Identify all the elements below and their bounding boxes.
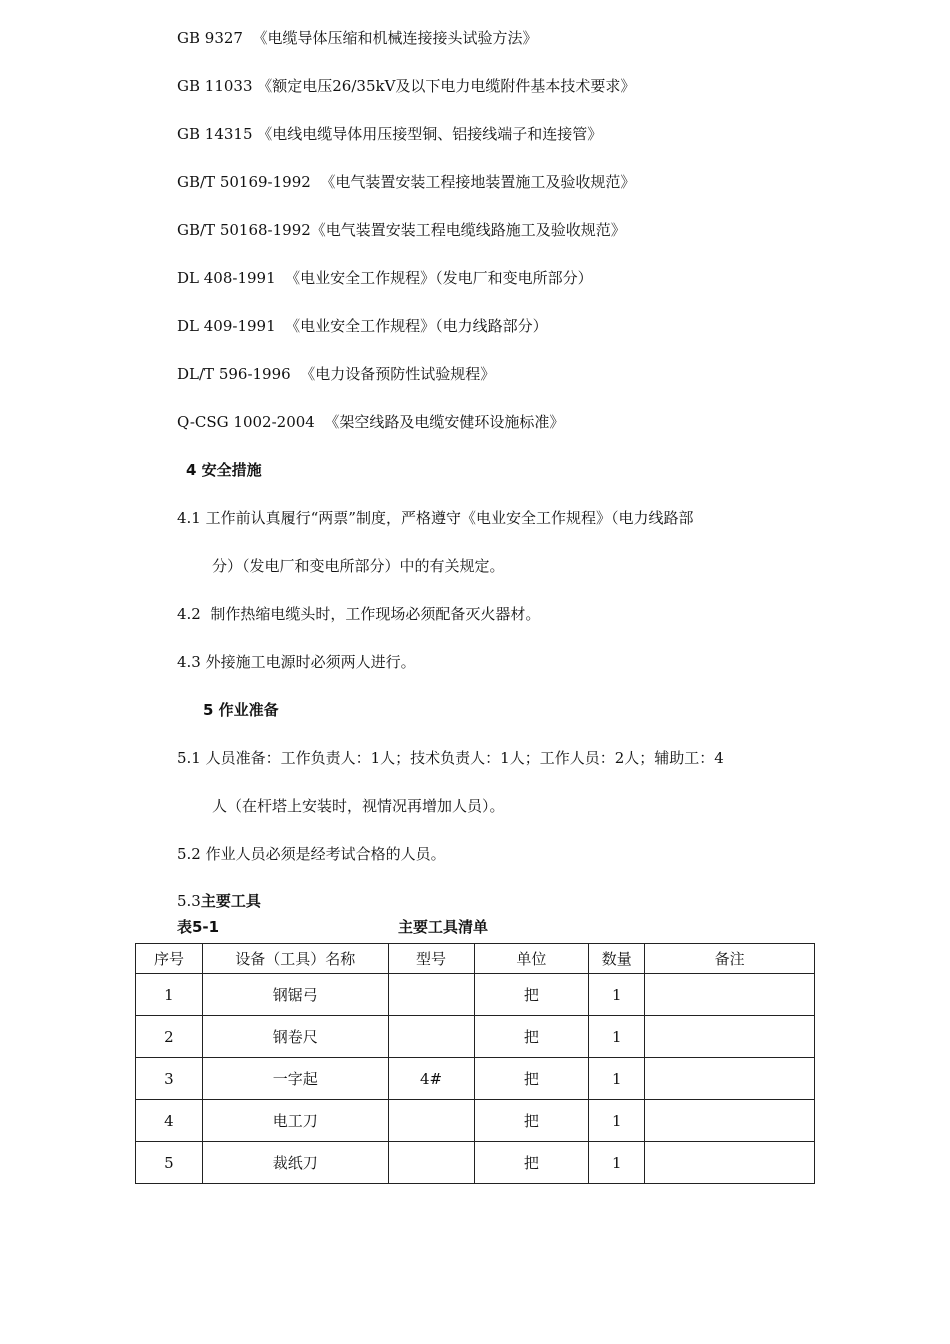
section-4-1-line2: 分）（发电厂和变电所部分）中的有关规定。: [212, 557, 505, 575]
standard-line: GB/T 50168-1992《电气装置安装工程电缆线路施工及验收规范》: [177, 221, 626, 239]
cell-index: 2: [136, 1016, 203, 1058]
cell-name: 一字起: [202, 1058, 388, 1100]
section-5-heading: 5 作业准备: [203, 701, 279, 719]
standard-line: DL/T 596-1996 《电力设备预防性试验规程》: [177, 365, 496, 383]
table-row: [136, 1016, 815, 1058]
table-header-row: [136, 944, 815, 974]
table-label: 表5-1: [177, 918, 220, 936]
cell-quantity: 1: [589, 1100, 645, 1142]
section-4-2: 4.2 制作热缩电缆头时，工作现场必须配备灭火器材。: [177, 605, 541, 623]
header-remarks: 备注: [645, 944, 815, 974]
cell-remarks: [645, 1016, 815, 1058]
cell-model: [388, 1100, 474, 1142]
standard-line: GB 9327 《电缆导体压缩和机械连接接头试验方法》: [177, 29, 538, 47]
cell-remarks: [645, 974, 815, 1016]
header-quantity: 数量: [589, 944, 645, 974]
cell-unit: 把: [474, 1142, 589, 1184]
header-name: 设备（工具）名称: [202, 944, 388, 974]
standard-line: Q-CSG 1002-2004 《架空线路及电缆安健环设施标准》: [177, 413, 565, 431]
cell-unit: 把: [474, 1058, 589, 1100]
cell-quantity: 1: [589, 1016, 645, 1058]
cell-quantity: 1: [589, 1142, 645, 1184]
standard-line: GB 14315 《电线电缆导体用压接型铜、铝接线端子和连接管》: [177, 125, 603, 143]
standard-line: DL 409-1991 《电业安全工作规程》（电力线路部分）: [177, 317, 548, 335]
cell-name: 钢卷尺: [202, 1016, 388, 1058]
cell-model: 4#: [388, 1058, 474, 1100]
cell-model: [388, 1142, 474, 1184]
cell-model: [388, 1016, 474, 1058]
standard-line: DL 408-1991 《电业安全工作规程》（发电厂和变电所部分）: [177, 269, 593, 287]
header-index: 序号: [136, 944, 203, 974]
cell-remarks: [645, 1142, 815, 1184]
section-5-3-number: 5.3: [177, 892, 201, 910]
table-row: [136, 974, 815, 1016]
section-5-3: [177, 891, 261, 911]
section-5-3-title: 主要工具: [200, 892, 261, 910]
section-5-2: 5.2 作业人员必须是经考试合格的人员。: [177, 845, 446, 863]
cell-unit: 把: [474, 974, 589, 1016]
table-row: [136, 1100, 815, 1142]
section-4-1-line1: 4.1 工作前认真履行“两票”制度，严格遵守《电业安全工作规程》（电力线路部: [177, 509, 694, 527]
cell-unit: 把: [474, 1100, 589, 1142]
cell-name: 电工刀: [202, 1100, 388, 1142]
cell-index: 1: [136, 974, 203, 1016]
standard-line: GB/T 50169-1992 《电气装置安装工程接地装置施工及验收规范》: [177, 173, 636, 191]
section-4-heading: 4 安全措施: [186, 461, 262, 479]
section-5-1-line2: 人（在杆塔上安装时，视情况再增加人员）。: [212, 797, 505, 815]
cell-name: 钢锯弓: [202, 974, 388, 1016]
section-5-1-line1: 5.1 人员准备：工作负责人：1人；技术负责人：1人；工作人员：2人；辅助工：4: [177, 749, 724, 767]
cell-remarks: [645, 1058, 815, 1100]
cell-model: [388, 974, 474, 1016]
cell-unit: 把: [474, 1016, 589, 1058]
cell-quantity: 1: [589, 1058, 645, 1100]
table-caption: 主要工具清单: [398, 918, 489, 936]
cell-index: 5: [136, 1142, 203, 1184]
cell-index: 3: [136, 1058, 203, 1100]
section-4-3: 4.3 外接施工电源时必须两人进行。: [177, 653, 416, 671]
table-row: [136, 1058, 815, 1100]
tools-table: [135, 943, 815, 1184]
standard-line: GB 11033 《额定电压26/35kV及以下电力电缆附件基本技术要求》: [177, 77, 636, 95]
cell-remarks: [645, 1100, 815, 1142]
header-unit: 单位: [474, 944, 589, 974]
cell-name: 裁纸刀: [202, 1142, 388, 1184]
header-model: 型号: [388, 944, 474, 974]
cell-index: 4: [136, 1100, 203, 1142]
cell-quantity: 1: [589, 974, 645, 1016]
table-row: [136, 1142, 815, 1184]
